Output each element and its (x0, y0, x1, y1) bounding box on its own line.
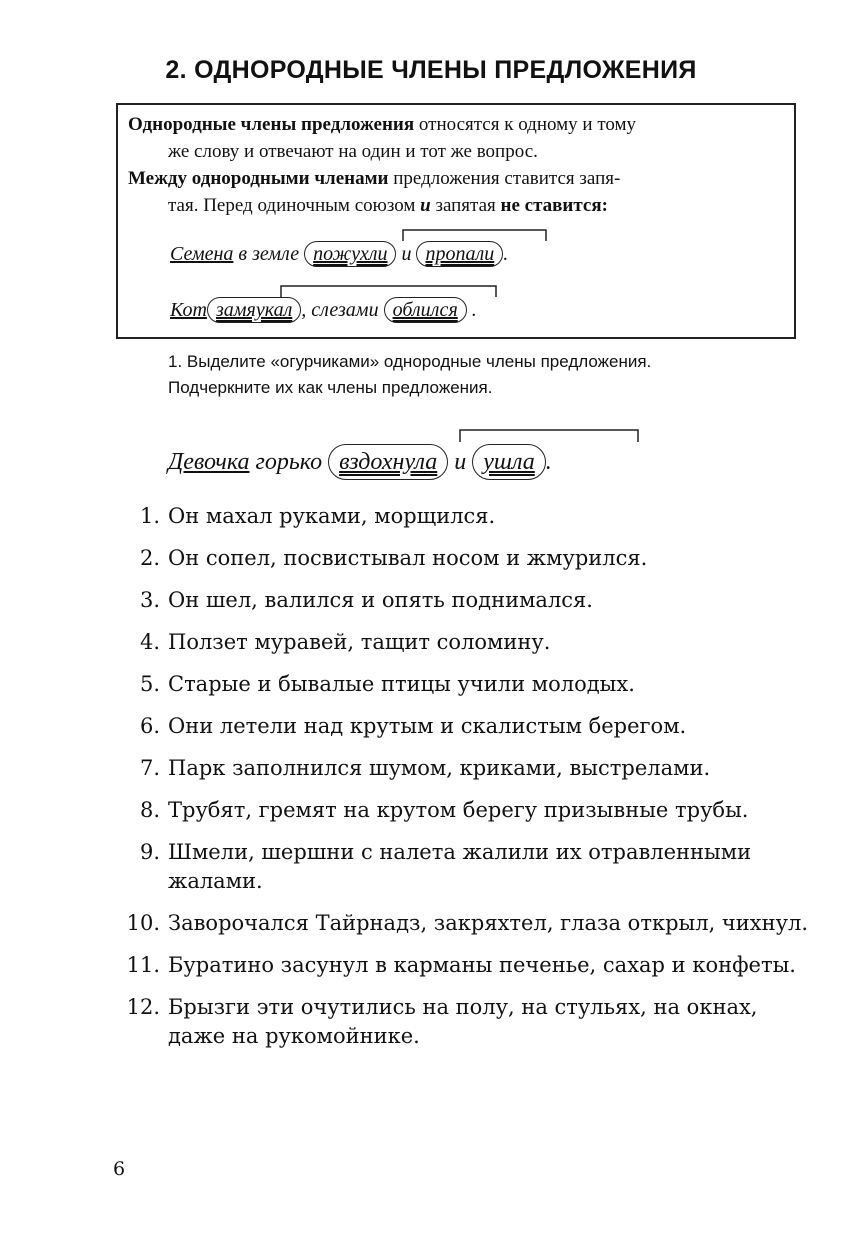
sentence-text: Старые и бывалые птицы учили молодых. (168, 672, 635, 696)
example-text: в земле (233, 243, 305, 265)
list-item (110, 670, 810, 699)
predicate: облился (392, 299, 458, 321)
sentence-text: Он сопел, посвистывал носом и жмурился. (168, 546, 648, 570)
list-item (110, 796, 810, 825)
rule-term: не ставится: (500, 195, 608, 216)
list-item (110, 838, 810, 896)
subject: Кот (170, 299, 207, 321)
rule-term: Однородные члены предложения (128, 114, 415, 135)
list-item (110, 993, 810, 1051)
sentence-text: Трубят, гремят на крутом берегу призывные трубы. (168, 798, 749, 822)
section-title: 2. ОДНОРОДНЫЕ ЧЛЕНЫ ПРЕДЛОЖЕНИЯ (165, 56, 697, 84)
punctuation: . (503, 243, 509, 265)
conjunction: и (396, 243, 417, 265)
item-number: 10. (126, 911, 160, 935)
conjunction: и (420, 195, 431, 216)
item-number: 12. (126, 995, 160, 1019)
connector-sample (460, 430, 638, 442)
list-item (110, 544, 810, 573)
rule-text: тая. Перед одиночным союзом (168, 195, 421, 216)
predicate: вздохнула (339, 449, 438, 475)
cucumber-highlight (472, 444, 546, 480)
page-number: 6 (113, 1158, 126, 1180)
list-item (110, 754, 810, 783)
item-number: 5. (139, 672, 160, 696)
item-number: 8. (139, 798, 160, 822)
punctuation: . (466, 299, 477, 321)
subject: Девочка (168, 449, 250, 475)
exercise-sentences (110, 502, 810, 1064)
sample-text: горько (249, 449, 329, 475)
predicate: пожухли (313, 243, 388, 265)
list-item (110, 502, 810, 531)
item-number: 6. (139, 714, 160, 738)
sample-sentence (168, 444, 552, 480)
item-number: 7. (139, 756, 160, 780)
item-number: 2. (139, 546, 160, 570)
sentence-text: Парк заполнился шумом, криками, выстрелами. (168, 756, 711, 780)
sentence-text: Брызги эти очутились на полу, на стульях, на окнах, даже на рукомойнике. (168, 995, 758, 1048)
item-number: 3. (139, 588, 160, 612)
list-item (110, 628, 810, 657)
item-number: 4. (139, 630, 160, 654)
item-number: 11. (126, 953, 160, 977)
sentence-text: Он махал руками, морщился. (168, 504, 496, 528)
task-line: Подчеркните их как члены предложения. (168, 378, 493, 397)
list-item (110, 909, 810, 938)
list-item (110, 712, 810, 741)
rule-text: относятся к одному и тому (414, 114, 637, 135)
predicate: замяукал (215, 299, 293, 321)
item-number: 1. (139, 504, 160, 528)
predicate: пропали (425, 243, 495, 265)
rule-text: же слову и отвечают на один и тот же вопрос. (168, 141, 538, 162)
predicate: ушла (483, 449, 535, 475)
sentence-text: Ползет муравей, тащит соломину. (168, 630, 551, 654)
subject: Семена (170, 243, 234, 265)
sentence-text: Он шел, валился и опять поднимался. (168, 588, 593, 612)
conjunction: и (448, 449, 473, 475)
sentence-text: Они летели над крутым и скалистым берегом. (168, 714, 687, 738)
task-line: 1. Выделите «огурчиками» однородные члены предложения. (168, 352, 652, 371)
sentence-text: Заворочался Тайрнадз, закряхтел, глаза открыл, чихнул. (168, 911, 809, 935)
item-number: 9. (139, 840, 160, 864)
list-item (110, 951, 810, 980)
example-text: , слезами (301, 299, 384, 321)
rule-text: предложения ставится запя- (388, 168, 621, 189)
list-item (110, 586, 810, 615)
rule-text: запятая (430, 195, 501, 216)
sentence-text: Буратино засунул в карманы печенье, сахар и конфеты. (168, 953, 796, 977)
punctuation: . (545, 449, 552, 475)
sentence-text: Шмели, шершни с налета жалили их отравленными жалами. (168, 840, 752, 893)
cucumber-highlight (328, 444, 448, 480)
rule-term: Между однородными членами (128, 168, 389, 189)
